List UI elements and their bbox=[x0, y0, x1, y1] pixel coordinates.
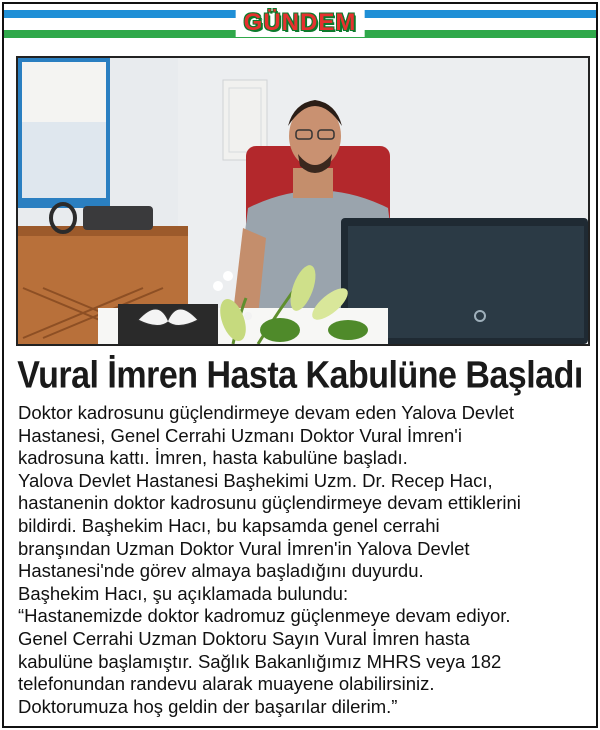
body-line: kadrosuna kattı. İmren, hasta kabulüne başladı. bbox=[18, 447, 408, 469]
body-line: telefonundan randevu alarak muayene olabilirsiniz. bbox=[18, 673, 435, 695]
article-headline: Vural İmren Hasta Kabulüne Başladı bbox=[17, 354, 583, 397]
body-line: hastanenin doktor kadrosunu güçlendirmeye devam ettiklerini bbox=[18, 492, 521, 514]
section-label: GÜNDEM bbox=[236, 9, 365, 37]
body-line: Doktorumuza hoş geldin der başarılar dilerim.” bbox=[18, 695, 398, 717]
article-frame bbox=[2, 2, 598, 728]
person-at-desk-photo-icon bbox=[18, 58, 588, 344]
section-header bbox=[4, 4, 596, 42]
article-photo bbox=[16, 56, 590, 346]
body-line: Hastanesi'nde görev almaya başladığını duyurdu. bbox=[18, 560, 424, 582]
body-line: Doktor kadrosunu güçlendirmeye devam eden Yalova Devlet bbox=[18, 402, 515, 423]
body-line: Başhekim Hacı, şu açıklamada bulundu: bbox=[18, 582, 349, 604]
body-line: “Hastanemizde doktor kadromuz güçlenmeye devam ediyor. bbox=[18, 605, 511, 627]
body-line: bildirdi. Başhekim Hacı, bu kapsamda genel cerrahi bbox=[18, 514, 440, 536]
body-line: branşından Uzman Doktor Vural İmren'in Yalova Devlet bbox=[18, 537, 470, 559]
body-line: Hastanesi, Genel Cerrahi Uzmanı Doktor Vural İmren'i bbox=[18, 424, 462, 446]
article-body bbox=[18, 402, 588, 718]
body-line: Genel Cerrahi Uzman Doktoru Sayın Vural İmren hasta bbox=[18, 627, 470, 649]
body-line: kabulüne başlamıştır. Sağlık Bakanlığımız MHRS veya 182 bbox=[18, 650, 502, 672]
body-line: Yalova Devlet Hastanesi Başhekimi Uzm. Dr. Recep Hacı, bbox=[18, 469, 493, 491]
